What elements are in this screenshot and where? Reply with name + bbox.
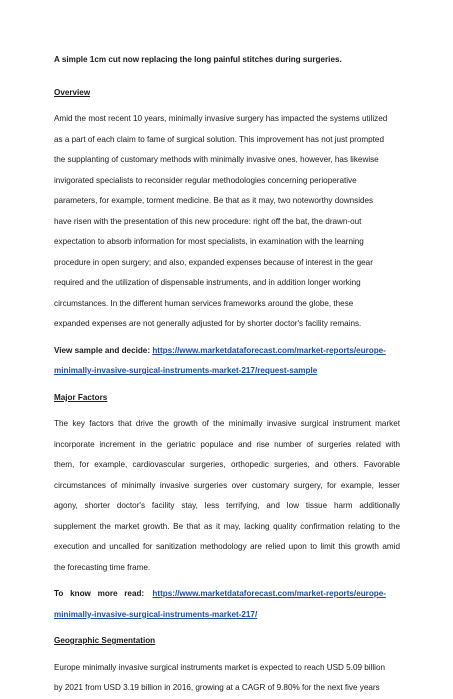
overview-line: procedure in open surgery; and also, expanded expenses because of interest in the gear	[54, 257, 373, 267]
know-more-link[interactable]: https://www.marketdataforecast.com/market-reports/europe-	[152, 589, 386, 598]
major-factors-line: The key factors that drive the growth of the minimally invasive surgical instrument market	[54, 419, 400, 428]
overview-line: invigorated specialists to reconsider regular methodologies concerning perioperative	[54, 175, 357, 185]
sample-link-continued[interactable]: minimally-invasive-surgical-instruments-market-217/request-sample	[54, 366, 318, 375]
know-more-label: To know more read:	[54, 589, 145, 598]
overview-paragraph	[54, 109, 400, 335]
document-body	[54, 50, 400, 699]
overview-line: Amid the most recent 10 years, minimally invasive surgery has impacted the systems utilized	[54, 114, 388, 123]
overview-line: required and the utilization of dispensable instruments, and in addition longer working	[54, 278, 361, 287]
major-factors-line: circumstances of minimally invasive surgeries over customary surgery, for example, lesser	[54, 480, 400, 490]
know-more-link-continued[interactable]: minimally-invasive-surgical-instruments-market-217/	[54, 609, 258, 619]
geographic-paragraph	[54, 658, 400, 699]
overview-line: have risen with the presentation of this new procedure: right off the bat, the drawn-out	[54, 216, 362, 226]
major-factors-paragraph	[54, 414, 400, 578]
geographic-heading: Geographic Segmentation	[54, 636, 156, 645]
overview-line: parameters, for example, torment medicine. Be that as it may, two noteworthy downsides	[54, 196, 374, 205]
sample-paragraph	[54, 341, 400, 382]
major-factors-line: agony, shorter doctor's facility stay, less terrifying, and low tissue harm additionally	[54, 501, 400, 510]
overview-line: expanded expenses are not generally adjusted for by shorter doctor's facility remains.	[54, 319, 362, 328]
overview-line: expectation to absorb information for most specialists, in examination with the learning	[54, 237, 364, 246]
major-factors-line: incorporate increment in the geriatric populace and rise number of surgeries related with	[54, 439, 400, 449]
overview-line: the supplanting of customary methods with minimally invasive ones, however, has likewise	[54, 155, 379, 164]
major-factors-line: supplement the market growth. Be that as it may, lacking quality confirmation relating to the	[54, 521, 400, 531]
sample-link[interactable]: https://www.marketdataforecast.com/market-reports/europe-	[152, 345, 386, 355]
major-factors-line: them, for example, cardiovascular surgeries, orthopedic surgeries, and others. Favorable	[54, 460, 400, 469]
sample-label: View sample and decide:	[54, 345, 151, 355]
major-factors-heading: Major Factors	[54, 392, 108, 402]
major-factors-line: the forecasting time frame.	[54, 562, 151, 572]
geographic-line: by 2021 from USD 3.19 billion in 2016, growing at a CAGR of 9.80% for the next five years	[54, 683, 380, 692]
overview-heading: Overview	[54, 87, 91, 97]
geographic-line: Europe minimally invasive surgical instruments market is expected to reach USD 5.09 billion	[54, 662, 386, 672]
overview-line: as a part of each claim to fame of surgical solution. This improvement has not just prompted	[54, 134, 384, 144]
document-title: A simple 1cm cut now replacing the long painful stitches during surgeries.	[54, 55, 342, 64]
know-more-paragraph	[54, 584, 400, 625]
major-factors-line: execution and uncalled for sanitization methodology are relied upon to limit this growth amid	[54, 542, 400, 551]
overview-line: circumstances. In the different human services frameworks around the globe, these	[54, 298, 354, 308]
